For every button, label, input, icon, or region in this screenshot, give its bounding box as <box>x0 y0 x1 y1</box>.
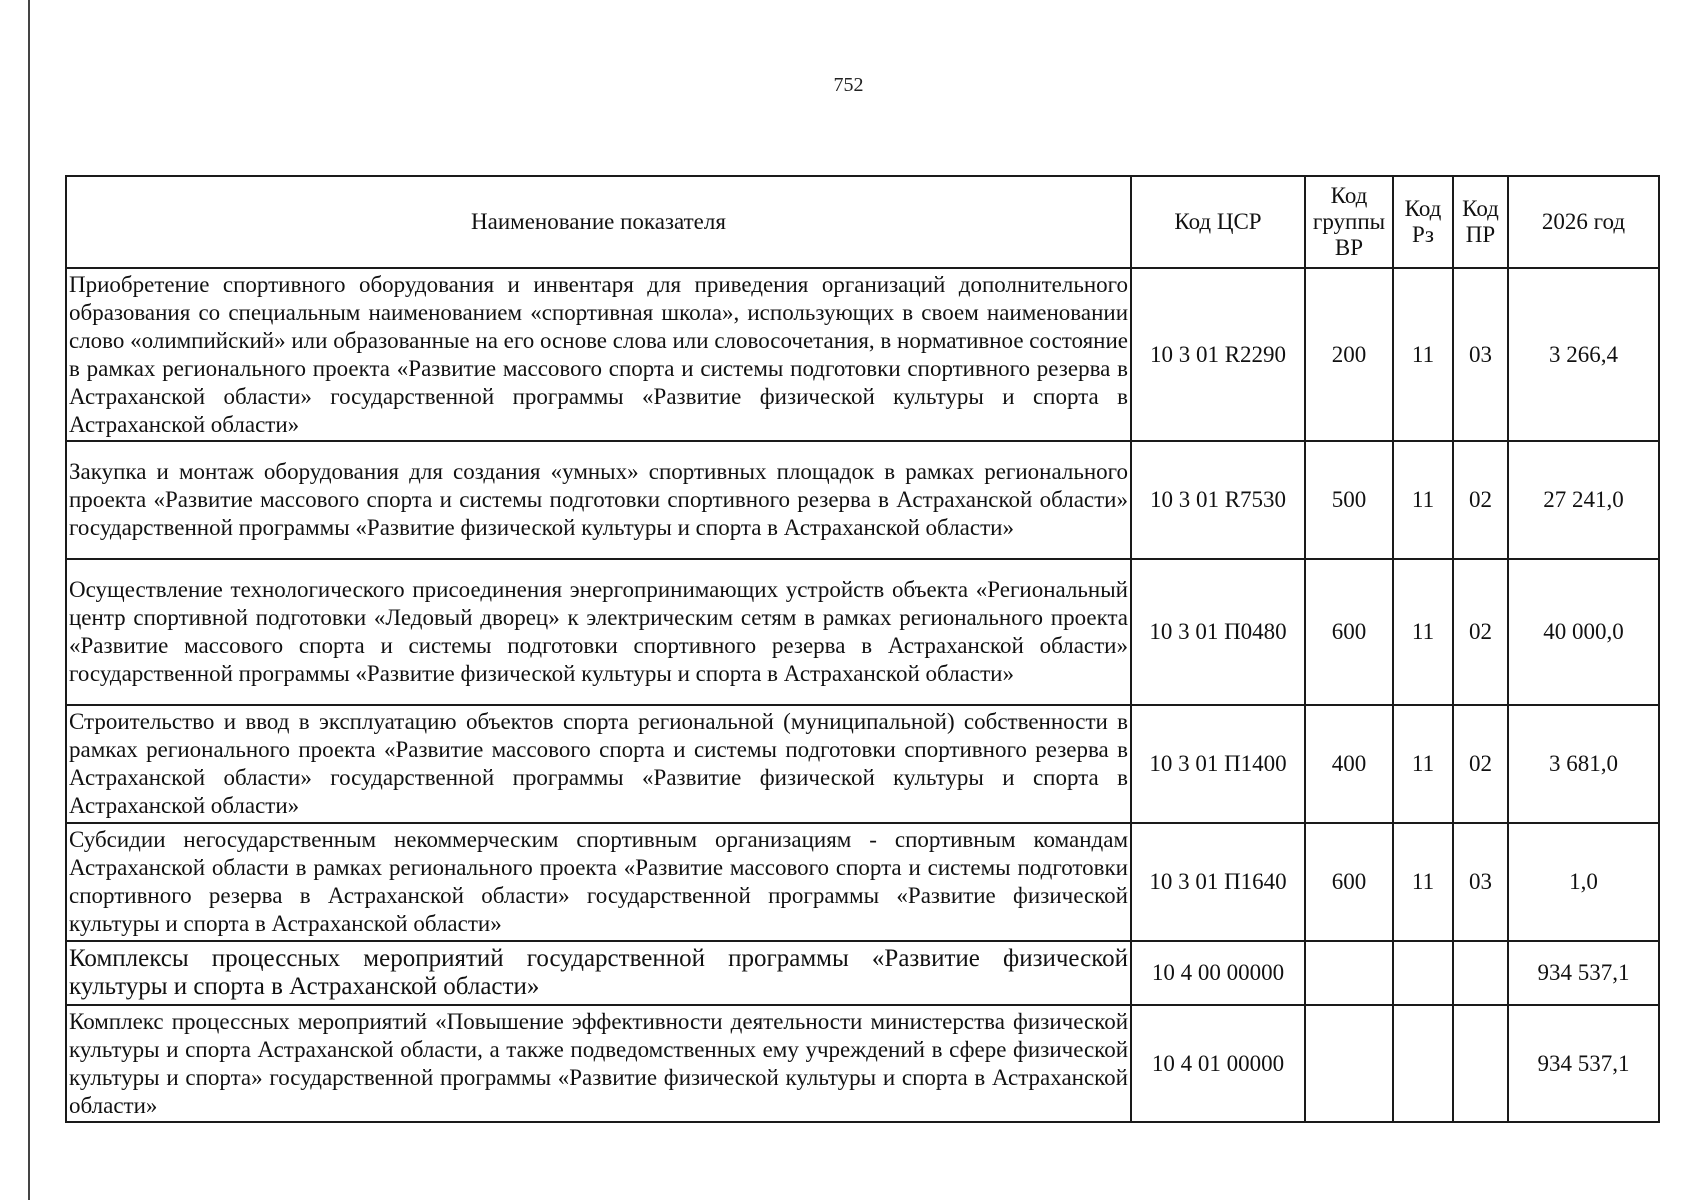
row-pr: 02 <box>1453 441 1508 559</box>
row-vr: 500 <box>1305 441 1393 559</box>
row-name: Строительство и ввод в эксплуатацию объектов спорта региональной (муниципальной) собственности в рамках регионального проекта «Развитие массового спорта и системы подготовки спортивного резерва в Астраханской области» государственной программы «Развитие физической культуры и спорта в Астраханской области» <box>66 705 1131 823</box>
row-amount: 934 537,1 <box>1508 1005 1659 1122</box>
table-row <box>66 1005 1659 1122</box>
header-vr: Код группы ВР <box>1305 176 1393 268</box>
row-rz: 11 <box>1393 559 1453 705</box>
row-pr: 02 <box>1453 559 1508 705</box>
budget-table <box>65 175 1660 1123</box>
row-rz: 11 <box>1393 823 1453 941</box>
table-row <box>66 559 1659 705</box>
row-name: Субсидии негосударственным некоммерческим спортивным организациям - спортивным командам Астраханской области в рамках регионального проекта «Развитие массового спорта и системы подготовки спортивного резерва в Астраханской области» государственной программы «Развитие физической культуры и спорта в Астраханской области» <box>66 823 1131 941</box>
header-year: 2026 год <box>1508 176 1659 268</box>
row-pr: 03 <box>1453 268 1508 441</box>
row-amount: 40 000,0 <box>1508 559 1659 705</box>
row-amount: 3 266,4 <box>1508 268 1659 441</box>
row-name: Осуществление технологического присоединения энергопринимающих устройств объекта «Региональный центр спортивной подготовки «Ледовый дворец» к электрическим сетям в рамках регионального проекта «Развитие массового спорта и системы подготовки спортивного резерва в Астраханской области» государственной программы «Развитие физической культуры и спорта в Астраханской области» <box>66 559 1131 705</box>
row-csr: 10 3 01 П1640 <box>1131 823 1305 941</box>
row-amount: 3 681,0 <box>1508 705 1659 823</box>
row-rz <box>1393 941 1453 1005</box>
row-csr: 10 3 01 R2290 <box>1131 268 1305 441</box>
table-row <box>66 441 1659 559</box>
row-amount: 27 241,0 <box>1508 441 1659 559</box>
row-amount: 934 537,1 <box>1508 941 1659 1005</box>
row-csr: 10 4 00 00000 <box>1131 941 1305 1005</box>
table-row <box>66 268 1659 441</box>
row-csr: 10 3 01 R7530 <box>1131 441 1305 559</box>
table-row <box>66 705 1659 823</box>
header-name: Наименование показателя <box>66 176 1131 268</box>
row-csr: 10 3 01 П0480 <box>1131 559 1305 705</box>
row-pr: 02 <box>1453 705 1508 823</box>
row-pr <box>1453 941 1508 1005</box>
row-name: Приобретение спортивного оборудования и инвентаря для приведения организаций дополнительного образования со специальным наименованием «спортивная школа», использующих в своем наименовании слово «олимпийский» или образованные на его основе слова или словосочетания, в нормативное состояние в рамках регионального проекта «Развитие массового спорта и системы подготовки спортивного резерва в Астраханской области» государственной программы «Развитие физической культуры и спорта в Астраханской области» <box>66 268 1131 441</box>
header-rz: Код Рз <box>1393 176 1453 268</box>
row-vr <box>1305 941 1393 1005</box>
row-vr <box>1305 1005 1393 1122</box>
row-csr: 10 4 01 00000 <box>1131 1005 1305 1122</box>
scan-edge-line <box>28 0 30 1200</box>
table-row <box>66 823 1659 941</box>
row-name: Комплекс процессных мероприятий «Повышение эффективности деятельности министерства физической культуры и спорта Астраханской области, а также подведомственных ему учреждений в сфере физической культуры и спорта» государственной программы «Развитие физической культуры и спорта в Астраханской области» <box>66 1005 1131 1122</box>
row-csr: 10 3 01 П1400 <box>1131 705 1305 823</box>
row-pr <box>1453 1005 1508 1122</box>
row-rz: 11 <box>1393 441 1453 559</box>
row-vr: 600 <box>1305 559 1393 705</box>
row-rz <box>1393 1005 1453 1122</box>
header-pr: Код ПР <box>1453 176 1508 268</box>
row-rz: 11 <box>1393 268 1453 441</box>
header-csr: Код ЦСР <box>1131 176 1305 268</box>
row-amount: 1,0 <box>1508 823 1659 941</box>
row-rz: 11 <box>1393 705 1453 823</box>
table-header-row <box>66 176 1659 268</box>
row-vr: 400 <box>1305 705 1393 823</box>
row-vr: 200 <box>1305 268 1393 441</box>
page-number: 752 <box>833 74 864 96</box>
table-row <box>66 941 1659 1005</box>
row-name: Комплексы процессных мероприятий государственной программы «Развитие физической культуры и спорта в Астраханской области» <box>66 941 1131 1005</box>
row-vr: 600 <box>1305 823 1393 941</box>
row-pr: 03 <box>1453 823 1508 941</box>
row-name: Закупка и монтаж оборудования для создания «умных» спортивных площадок в рамках регионального проекта «Развитие массового спорта и системы подготовки спортивного резерва в Астраханской области» государственной программы «Развитие физической культуры и спорта в Астраханской области» <box>66 441 1131 559</box>
